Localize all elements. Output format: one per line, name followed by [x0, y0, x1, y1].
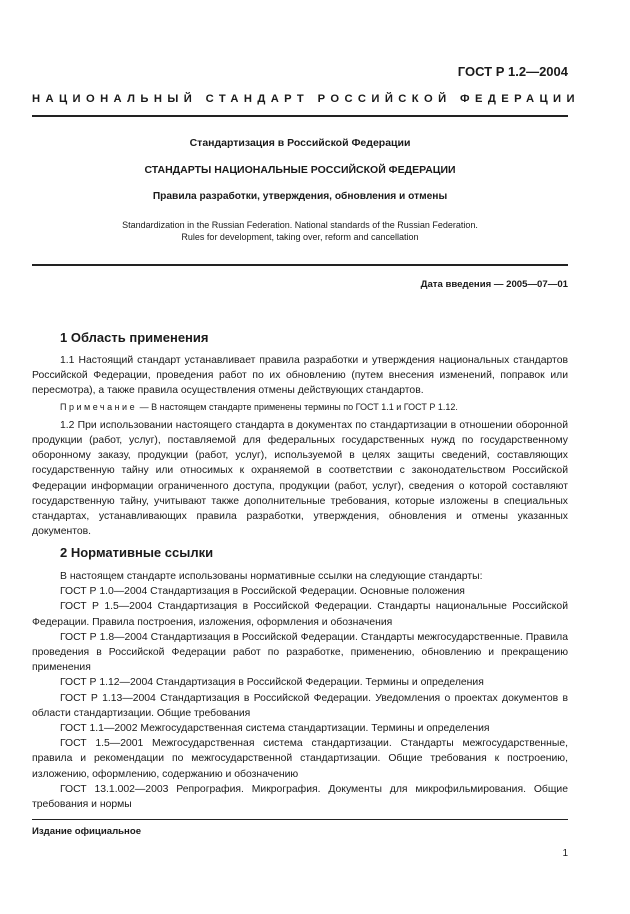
note-label: Примечание: [60, 401, 138, 412]
note-text: — В настоящем стандарте применены термины по ГОСТ 1.1 и ГОСТ Р 1.12.: [137, 401, 458, 412]
ref-item: ГОСТ 13.1.002—2003 Репрография. Микрография. Документы для микрофильмирования. Общие требования и нормы: [32, 783, 568, 811]
title-rule: [32, 264, 568, 266]
standard-banner: НАЦИОНАЛЬНЫЙ СТАНДАРТ РОССИЙСКОЙ ФЕДЕРАЦИИ: [32, 93, 580, 105]
refs-intro: В настоящем стандарте использованы нормативные ссылки на следующие стандарты:: [60, 571, 483, 582]
gost-number: ГОСТ Р 1.2—2004: [457, 64, 568, 79]
ref-item: ГОСТ Р 1.5—2004 Стандартизация в Российской Федерации. Стандарты национальные Российской Федерации. Правила построения, изложения, оформления и обозначения: [32, 601, 568, 628]
title-series: Стандартизация в Российской Федерации: [189, 137, 411, 149]
ref-item: ГОСТ 1.5—2001 Межгосударственная система стандартизации. Стандарты межгосударственные, правила и рекомендации по межгосударственной стандартизации. Общие требования к построению, изложению, оформлению, содержанию и обозначению: [32, 738, 568, 780]
paragraph-1-1: 1.1 Настоящий стандарт устанавливает правила разработки и утверждения национальных стандартов Российской Федерации, проведения работ по их обновлению (путем внесения изменений, поправок или пересмотра), а также правила осуществления отмены действующих стандартов.: [32, 355, 568, 397]
ref-item: ГОСТ Р 1.13—2004 Стандартизация в Российской Федерации. Уведомления о проектах документов в области стандартизации. Общие требования: [32, 692, 568, 719]
ref-item: ГОСТ Р 1.12—2004 Стандартизация в Российской Федерации. Термины и определения: [60, 677, 484, 689]
section2-body: [32, 569, 568, 812]
ref-item: ГОСТ Р 1.0—2004 Стандартизация в Российской Федерации. Основные положения: [60, 586, 465, 598]
footer-rule: [32, 819, 568, 820]
title-english-line1: Standardization in the Russian Federation. National standards of the Russian Federation.: [122, 220, 478, 230]
note: [32, 400, 568, 415]
ref-item: ГОСТ 1.1—2002 Межгосударственная система стандартизации. Термины и определения: [60, 723, 490, 735]
date-introduction: Дата введения — 2005—07—01: [420, 279, 568, 290]
edition-label: Издание официальное: [32, 826, 142, 837]
section1-heading: 1 Область применения: [60, 330, 209, 345]
page-number: 1: [562, 848, 568, 859]
ref-item: ГОСТ Р 1.8—2004 Стандартизация в Российской Федерации. Стандарты межгосударственные. Правила проведения в Российской Федерации работ по разработке, применению, обновлению и прекращению применения: [32, 631, 568, 674]
paragraph-1-2: 1.2 При использовании настоящего стандарта в документах по стандартизации в отношении оборонной продукции (работ, услуг), поставляемой для федеральных государственных нужд по государственному оборонному заказу, продукции (работ, услуг), используемой в целях защиты сведений, составляющих государственную тайну или относимых к охраняемой в соответствии с законодательством Российской Федерации информации ограниченного доступа, продукции (работ, услуг), сведения о которой составляют государственную тайну, учитывают также дополнительные требования, которые изложены в специальных стандартах, устанавливающих правила разработки, утверждения, обновления и отмены указанных документов.: [32, 419, 568, 538]
title-english-line2: Rules for development, taking over, reform and cancellation: [181, 232, 419, 242]
title-main: СТАНДАРТЫ НАЦИОНАЛЬНЫЕ РОССИЙСКОЙ ФЕДЕРАЦИИ: [144, 164, 456, 176]
section2-heading: 2 Нормативные ссылки: [60, 545, 214, 560]
section1-body: [32, 353, 568, 539]
header-rule: [32, 115, 568, 117]
title-english: [32, 219, 568, 243]
title-sub: Правила разработки, утверждения, обновления и отмены: [152, 191, 448, 202]
